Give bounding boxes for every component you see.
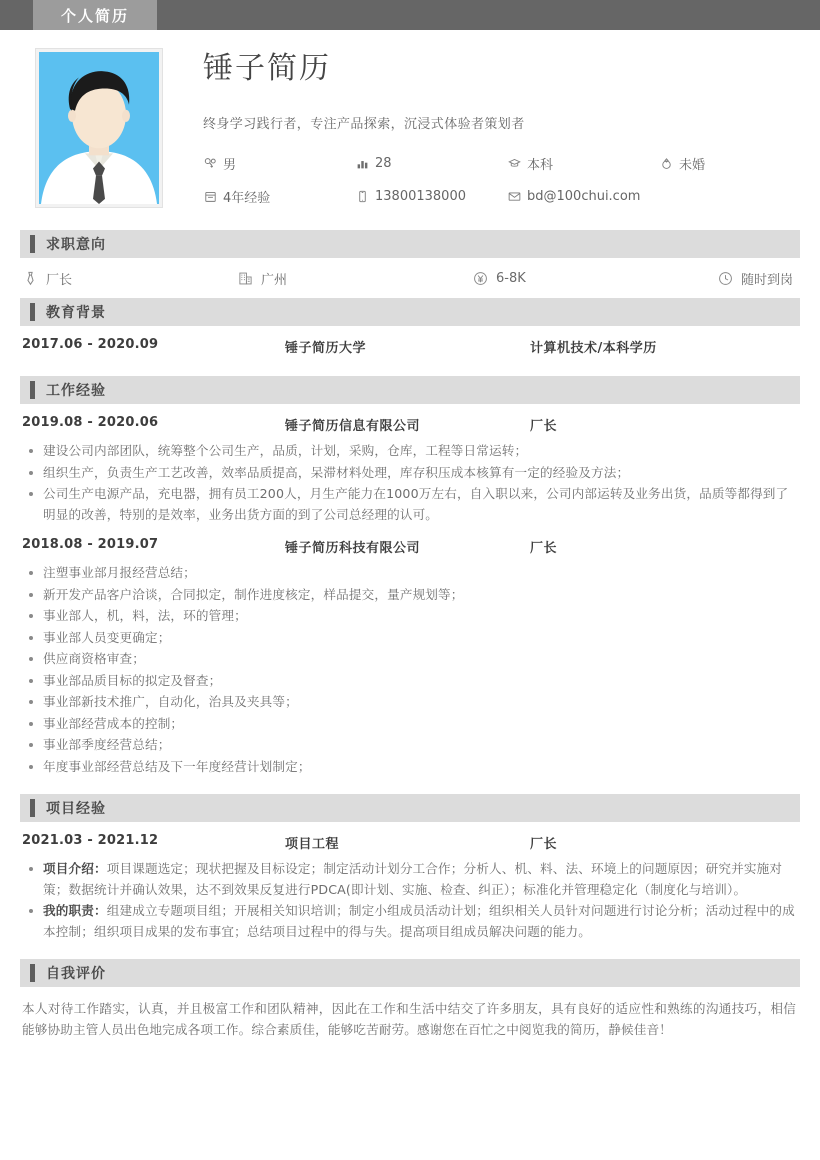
section-title-evaluation: 自我评价 (46, 966, 106, 982)
section-header-education (20, 298, 800, 326)
section-header-work (20, 376, 800, 404)
project-bullet-label: 项目介绍： (43, 861, 107, 876)
list-item (26, 859, 796, 900)
intention-availability (717, 269, 796, 288)
project-entry-meta (0, 822, 820, 856)
intention-row (0, 258, 820, 298)
section-accent-bar (30, 303, 35, 321)
education-school: 锤子简历大学 (285, 341, 367, 356)
list-item (26, 901, 796, 942)
project-bullet-text: 组建成立专题项目组；开展相关知识培训；制定小组成员活动计划；组织相关人员针对问题进行讨论分析；活动过程中的成本控制；组织项目成果的发布事宜；总结项目过程中的得与失。提高项目组成员解决问题的能力。 (43, 903, 795, 939)
info-marital (659, 154, 789, 173)
intention-salary (472, 270, 717, 287)
tie-icon (22, 270, 39, 287)
list-item: 事业部新技术推广，自动化，治具及夹具等； (26, 692, 796, 713)
list-item: 注塑事业部月报经营总结； (26, 563, 796, 584)
intention-city (237, 269, 472, 288)
section-accent-bar (30, 799, 35, 817)
project-bullet-label: 我的职责： (43, 903, 107, 918)
intention-salary-value: 6-8K (496, 270, 526, 286)
project-entry (0, 822, 820, 942)
intention-availability-value: 随时到岗 (741, 272, 794, 288)
list-item: 供应商资格审查； (26, 649, 796, 670)
work-date: 2019.08 - 2020.06 (22, 415, 159, 430)
work-entry-meta (0, 526, 820, 560)
intention-position (22, 269, 237, 288)
bars-icon (355, 156, 370, 171)
section-title-intention: 求职意向 (46, 237, 106, 253)
info-phone (355, 187, 507, 206)
work-date: 2018.08 - 2019.07 (22, 537, 159, 552)
calendar-icon (203, 189, 218, 204)
avatar (35, 48, 163, 208)
section-accent-bar (30, 381, 35, 399)
work-entry-meta (0, 404, 820, 438)
top-bar (0, 0, 820, 30)
list-item: 事业部人员变更确定； (26, 628, 796, 649)
page-title: 锤子简历 (203, 51, 331, 86)
section-header-project (20, 794, 800, 822)
tab-personal-resume[interactable] (33, 0, 157, 30)
work-company: 锤子简历科技有限公司 (285, 541, 421, 556)
info-experience-value: 4年经验 (223, 191, 271, 206)
work-role: 厂长 (530, 419, 558, 434)
info-email (507, 187, 789, 206)
list-item: 事业部人，机，料，法，环的管理； (26, 606, 796, 627)
intention-city-value: 广州 (261, 272, 288, 288)
education-entry (0, 326, 820, 360)
evaluation-text: 本人对待工作踏实，认真，并且极富工作和团队精神，因此在工作和生活中结交了许多朋友，具有良好的适应性和熟练的沟通技巧，相信能够协助主管人员出色地完成各项工作。综合素质佳，能够吃苦耐劳。感谢您在百忙之中阅览我的简历，静候佳音！ (22, 1001, 796, 1037)
ring-icon (659, 156, 674, 171)
clock-icon (717, 270, 734, 287)
info-experience (203, 187, 355, 206)
profile-info-grid (203, 154, 789, 206)
profile-header (0, 30, 820, 230)
list-item: 事业部季度经营总结； (26, 735, 796, 756)
list-item: 事业部经营成本的控制； (26, 714, 796, 735)
work-role: 厂长 (530, 541, 558, 556)
info-marital-value: 未婚 (679, 158, 706, 173)
avatar-illustration (39, 52, 159, 204)
list-item: 公司生产电源产品，充电器，拥有员工200人，月生产能力在1000万左右，自入职以来，公司内部运转及业务出货，品质等都得到了明显的改善，特别的是效率，业务出货方面的到了公司总经理的认可。 (26, 484, 796, 525)
education-major: 计算机技术/本科学历 (530, 341, 657, 356)
info-phone-value: 13800138000 (375, 189, 466, 204)
project-name: 项目工程 (285, 837, 340, 852)
info-gender-value: 男 (223, 158, 237, 173)
phone-icon (355, 189, 370, 204)
info-education (507, 154, 659, 173)
section-title-work: 工作经验 (46, 383, 106, 399)
section-header-evaluation (20, 959, 800, 987)
list-item: 建设公司内部团队，统筹整个公司生产，品质，计划，采购，仓库，工程等日常运转； (26, 441, 796, 462)
info-email-value: bd@100chui.com (527, 189, 641, 204)
work-company: 锤子简历信息有限公司 (285, 419, 421, 434)
top-bar-spacer (0, 0, 33, 30)
profile-details (163, 48, 789, 230)
section-title-education: 教育背景 (46, 305, 106, 321)
project-bullets (0, 859, 820, 942)
work-bullets (0, 563, 820, 777)
section-title-project: 项目经验 (46, 801, 106, 817)
work-entry (0, 526, 820, 777)
info-age (355, 154, 507, 173)
yen-icon (472, 270, 489, 287)
info-education-value: 本科 (527, 158, 554, 173)
work-bullets (0, 441, 820, 525)
tab-label: 个人简历 (61, 6, 130, 25)
project-role: 厂长 (530, 837, 558, 852)
work-entry (0, 404, 820, 525)
info-gender (203, 154, 355, 173)
section-header-intention (20, 230, 800, 258)
profile-tagline: 终身学习践行者，专注产品探索，沉浸式体验者策划者 (203, 117, 525, 132)
project-bullet-text: 项目课题选定；现状把握及目标设定；制定活动计划分工合作；分析人、机、料、法、环境上的问题原因；研究并实施对策；数据统计并确认效果，达不到效果反复进行PDCA(即计划、实施、检查、纠正）；标准化并管理稳定化（制度化与培训）。 (43, 861, 783, 897)
mail-icon (507, 189, 522, 204)
section-accent-bar (30, 964, 35, 982)
gender-icon (203, 156, 218, 171)
building-icon (237, 270, 254, 287)
list-item: 新开发产品客户洽谈，合同拟定，制作进度核定，样品提交，量产规划等； (26, 585, 796, 606)
list-item: 年度事业部经营总结及下一年度经营计划制定； (26, 757, 796, 778)
education-date: 2017.06 - 2020.09 (22, 337, 159, 352)
info-age-value: 28 (375, 156, 392, 171)
list-item: 组织生产，负责生产工艺改善，效率品质提高，呆滞材料处理，库存积压成本核算有一定的经验及方法； (26, 463, 796, 484)
list-item: 事业部品质目标的拟定及督查； (26, 671, 796, 692)
section-accent-bar (30, 235, 35, 253)
graduation-icon (507, 156, 522, 171)
intention-position-value: 厂长 (46, 272, 73, 288)
project-date: 2021.03 - 2021.12 (22, 833, 159, 848)
